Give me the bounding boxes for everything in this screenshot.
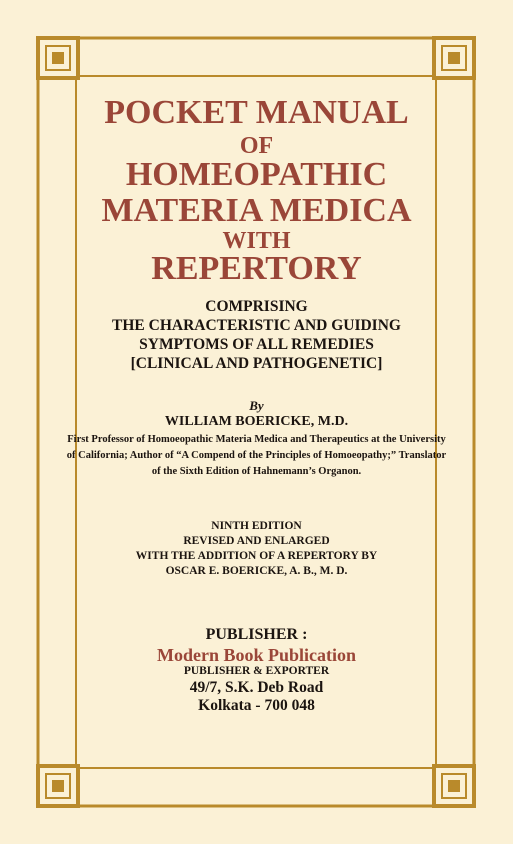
corner-ornament-top-left [38, 38, 78, 78]
subtitle-line-4: [CLINICAL AND PATHOGENETIC] [130, 355, 383, 372]
title-line-2: OF [239, 133, 274, 159]
subtitle-line-2: THE CHARACTERISTIC AND GUIDING [112, 317, 401, 334]
publisher-name: Modern Book Publication [156, 645, 357, 665]
title-line-1: POCKET MANUAL [104, 94, 409, 131]
edition-line-4: OSCAR E. BOERICKE, A. B., M. D. [165, 565, 348, 577]
title-line-5: WITH [222, 228, 291, 254]
corner-ornament-bottom-left [38, 766, 78, 806]
by-label: By [249, 398, 264, 413]
author-name: WILLIAM BOERICKE, M.D. [164, 414, 349, 429]
publisher-label: PUBLISHER : [205, 626, 308, 643]
publisher-role: PUBLISHER & EXPORTER [183, 665, 330, 677]
subtitle-line-3: SYMPTOMS OF ALL REMEDIES [139, 336, 374, 353]
title-line-6: REPERTORY [151, 250, 362, 287]
title-line-3: HOMEOPATHIC [125, 156, 388, 193]
publisher-city: Kolkata - 700 048 [198, 697, 315, 714]
edition-line-3: WITH THE ADDITION OF A REPERTORY BY [135, 550, 378, 562]
author-description: First Professor of Homoeopathic Materia Medica and Therapeutics at the University of California; Author of “A Compend of the Principles of Homoeopathy;” Translator of the Sixth Edition of Hahnemann’s Organon. [66, 434, 447, 477]
corner-ornament-top-right [434, 38, 474, 78]
edition-line-2: REVISED AND ENLARGED [183, 535, 330, 547]
subtitle-line-1: COMPRISING [205, 298, 308, 315]
edition-line-1: NINTH EDITION [211, 520, 302, 532]
title-line-4: MATERIA MEDICA [101, 192, 412, 229]
corner-ornament-bottom-right [434, 766, 474, 806]
publisher-address: 49/7, S.K. Deb Road [189, 679, 324, 696]
